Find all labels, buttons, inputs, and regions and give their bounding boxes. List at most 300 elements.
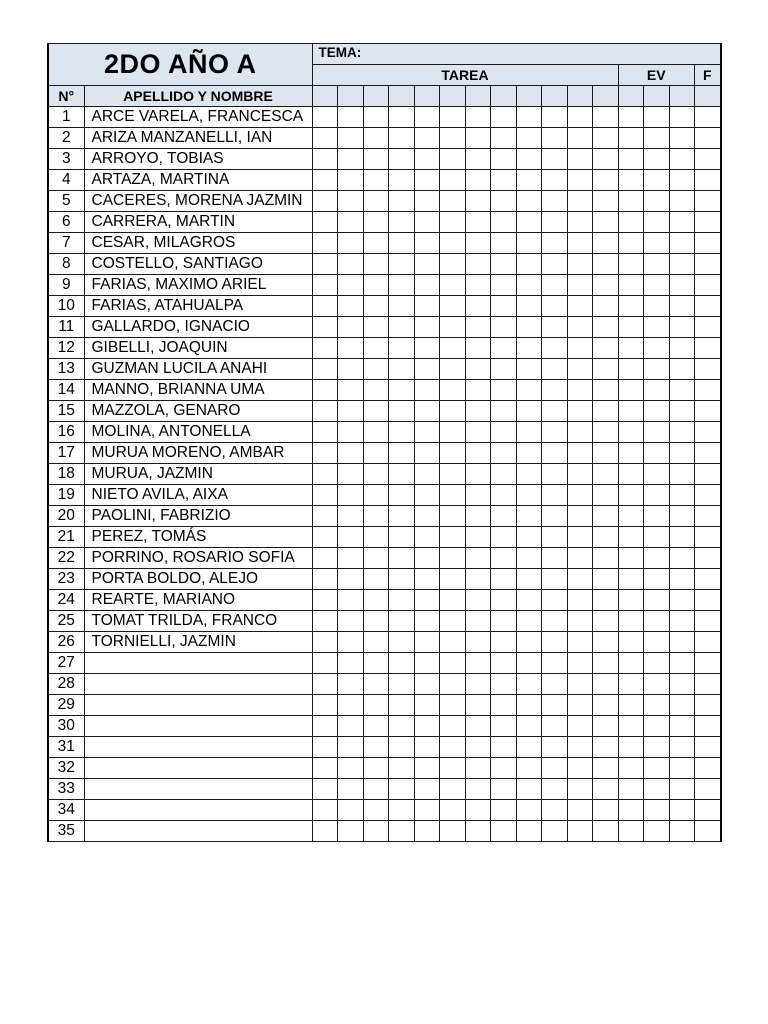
student-name[interactable]: CESAR, MILAGROS <box>84 232 312 253</box>
grade-cell[interactable] <box>363 358 389 379</box>
grade-cell[interactable] <box>491 274 517 295</box>
grade-cell[interactable] <box>618 421 644 442</box>
grade-cell[interactable] <box>465 379 491 400</box>
grade-cell[interactable] <box>491 610 517 631</box>
student-name[interactable]: PORRINO, ROSARIO SOFIA <box>84 547 312 568</box>
grade-cell[interactable] <box>542 190 568 211</box>
grade-cell[interactable] <box>669 127 695 148</box>
grade-cell[interactable] <box>669 547 695 568</box>
grade-cell[interactable] <box>338 295 364 316</box>
grade-cell[interactable] <box>644 505 670 526</box>
grade-cell[interactable] <box>567 358 593 379</box>
grade-cell[interactable] <box>389 106 415 127</box>
grade-cell[interactable] <box>414 316 440 337</box>
grade-cell[interactable] <box>363 484 389 505</box>
grade-cell[interactable] <box>414 484 440 505</box>
grade-cell[interactable] <box>593 232 619 253</box>
grade-cell[interactable] <box>593 505 619 526</box>
grade-cell[interactable] <box>593 820 619 841</box>
grade-cell[interactable] <box>389 484 415 505</box>
grade-cell[interactable] <box>542 316 568 337</box>
grade-cell[interactable] <box>516 253 542 274</box>
grade-cell[interactable] <box>363 316 389 337</box>
grade-cell[interactable] <box>440 211 466 232</box>
grade-cell[interactable] <box>567 568 593 589</box>
grade-cell[interactable] <box>695 442 721 463</box>
grade-cell[interactable] <box>695 547 721 568</box>
grade-cell[interactable] <box>465 799 491 820</box>
student-name[interactable]: NIETO AVILA, AIXA <box>84 484 312 505</box>
grade-cell[interactable] <box>542 547 568 568</box>
grade-cell[interactable] <box>644 379 670 400</box>
grade-cell[interactable] <box>389 211 415 232</box>
grade-cell[interactable] <box>618 610 644 631</box>
grade-cell[interactable] <box>542 589 568 610</box>
grade-cell[interactable] <box>389 631 415 652</box>
student-name[interactable]: FARIAS, ATAHUALPA <box>84 295 312 316</box>
grade-cell[interactable] <box>363 337 389 358</box>
grade-cell[interactable] <box>338 316 364 337</box>
grade-cell[interactable] <box>465 820 491 841</box>
grade-cell[interactable] <box>363 505 389 526</box>
grade-cell[interactable] <box>567 379 593 400</box>
grade-cell[interactable] <box>389 820 415 841</box>
grade-cell[interactable] <box>644 673 670 694</box>
grade-cell[interactable] <box>389 673 415 694</box>
grade-cell[interactable] <box>695 589 721 610</box>
grade-cell[interactable] <box>338 778 364 799</box>
grade-cell[interactable] <box>516 442 542 463</box>
grade-cell[interactable] <box>516 631 542 652</box>
grade-cell[interactable] <box>465 442 491 463</box>
grade-cell[interactable] <box>593 715 619 736</box>
student-name[interactable] <box>84 778 312 799</box>
tema-label[interactable]: TEMA: <box>312 44 721 65</box>
grade-cell[interactable] <box>414 568 440 589</box>
grade-cell[interactable] <box>542 127 568 148</box>
grade-cell[interactable] <box>516 820 542 841</box>
grade-cell[interactable] <box>440 274 466 295</box>
grade-cell[interactable] <box>389 190 415 211</box>
grade-cell[interactable] <box>644 526 670 547</box>
grade-cell[interactable] <box>312 442 338 463</box>
grade-cell[interactable] <box>338 547 364 568</box>
grade-cell[interactable] <box>695 274 721 295</box>
grade-cell[interactable] <box>567 484 593 505</box>
grade-cell[interactable] <box>542 400 568 421</box>
grade-cell[interactable] <box>440 295 466 316</box>
student-name[interactable]: CACERES, MORENA JAZMIN <box>84 190 312 211</box>
grade-cell[interactable] <box>669 421 695 442</box>
grade-cell[interactable] <box>440 715 466 736</box>
grade-cell[interactable] <box>312 106 338 127</box>
grade-cell[interactable] <box>312 778 338 799</box>
grade-cell[interactable] <box>669 526 695 547</box>
grade-cell[interactable] <box>567 169 593 190</box>
grade-cell[interactable] <box>363 400 389 421</box>
grade-cell[interactable] <box>440 358 466 379</box>
grade-cell[interactable] <box>414 169 440 190</box>
grade-cell[interactable] <box>414 106 440 127</box>
grade-cell[interactable] <box>338 505 364 526</box>
grade-cell[interactable] <box>567 106 593 127</box>
grade-cell[interactable] <box>593 190 619 211</box>
grade-cell[interactable] <box>363 631 389 652</box>
grade-cell[interactable] <box>389 232 415 253</box>
grade-cell[interactable] <box>491 442 517 463</box>
grade-cell[interactable] <box>440 442 466 463</box>
grade-cell[interactable] <box>363 820 389 841</box>
grade-cell[interactable] <box>312 463 338 484</box>
grade-cell[interactable] <box>695 484 721 505</box>
grade-cell[interactable] <box>338 526 364 547</box>
grade-cell[interactable] <box>440 400 466 421</box>
grade-cell[interactable] <box>516 421 542 442</box>
grade-cell[interactable] <box>593 799 619 820</box>
grade-cell[interactable] <box>363 610 389 631</box>
grade-cell[interactable] <box>414 736 440 757</box>
grade-cell[interactable] <box>516 463 542 484</box>
grade-cell[interactable] <box>465 736 491 757</box>
grade-cell[interactable] <box>542 169 568 190</box>
grade-cell[interactable] <box>312 379 338 400</box>
grade-cell[interactable] <box>542 631 568 652</box>
grade-cell[interactable] <box>414 547 440 568</box>
grade-cell[interactable] <box>618 358 644 379</box>
grade-cell[interactable] <box>491 757 517 778</box>
grade-cell[interactable] <box>593 442 619 463</box>
student-name[interactable]: PORTA BOLDO, ALEJO <box>84 568 312 589</box>
grade-cell[interactable] <box>312 400 338 421</box>
grade-cell[interactable] <box>618 232 644 253</box>
grade-cell[interactable] <box>491 106 517 127</box>
grade-cell[interactable] <box>312 820 338 841</box>
grade-cell[interactable] <box>669 778 695 799</box>
grade-cell[interactable] <box>440 610 466 631</box>
grade-cell[interactable] <box>542 778 568 799</box>
grade-cell[interactable] <box>312 295 338 316</box>
grade-cell[interactable] <box>644 568 670 589</box>
grade-cell[interactable] <box>465 589 491 610</box>
grade-cell[interactable] <box>465 484 491 505</box>
grade-cell[interactable] <box>491 421 517 442</box>
grade-cell[interactable] <box>312 127 338 148</box>
grade-cell[interactable] <box>440 316 466 337</box>
grade-cell[interactable] <box>465 337 491 358</box>
grade-cell[interactable] <box>669 652 695 673</box>
grade-cell[interactable] <box>389 652 415 673</box>
grade-cell[interactable] <box>338 589 364 610</box>
student-name[interactable] <box>84 757 312 778</box>
grade-cell[interactable] <box>593 547 619 568</box>
student-name[interactable] <box>84 736 312 757</box>
grade-cell[interactable] <box>312 316 338 337</box>
grade-cell[interactable] <box>440 484 466 505</box>
grade-cell[interactable] <box>440 631 466 652</box>
grade-cell[interactable] <box>618 148 644 169</box>
grade-cell[interactable] <box>414 232 440 253</box>
grade-cell[interactable] <box>542 232 568 253</box>
grade-cell[interactable] <box>338 715 364 736</box>
grade-cell[interactable] <box>618 757 644 778</box>
grade-cell[interactable] <box>414 631 440 652</box>
grade-cell[interactable] <box>414 337 440 358</box>
grade-cell[interactable] <box>618 799 644 820</box>
grade-cell[interactable] <box>593 169 619 190</box>
grade-cell[interactable] <box>618 631 644 652</box>
grade-cell[interactable] <box>491 211 517 232</box>
grade-cell[interactable] <box>414 421 440 442</box>
grade-cell[interactable] <box>567 274 593 295</box>
grade-cell[interactable] <box>363 694 389 715</box>
grade-cell[interactable] <box>363 526 389 547</box>
student-name[interactable]: COSTELLO, SANTIAGO <box>84 253 312 274</box>
grade-cell[interactable] <box>542 337 568 358</box>
grade-cell[interactable] <box>567 442 593 463</box>
grade-cell[interactable] <box>669 211 695 232</box>
grade-cell[interactable] <box>593 568 619 589</box>
grade-cell[interactable] <box>644 736 670 757</box>
grade-cell[interactable] <box>542 820 568 841</box>
grade-cell[interactable] <box>593 694 619 715</box>
grade-cell[interactable] <box>567 463 593 484</box>
grade-cell[interactable] <box>414 526 440 547</box>
grade-cell[interactable] <box>312 274 338 295</box>
student-name[interactable]: GUZMAN LUCILA ANAHI <box>84 358 312 379</box>
grade-cell[interactable] <box>618 400 644 421</box>
grade-cell[interactable] <box>440 526 466 547</box>
grade-cell[interactable] <box>567 211 593 232</box>
grade-cell[interactable] <box>312 610 338 631</box>
grade-cell[interactable] <box>644 799 670 820</box>
grade-cell[interactable] <box>695 631 721 652</box>
grade-cell[interactable] <box>516 337 542 358</box>
grade-cell[interactable] <box>516 589 542 610</box>
grade-cell[interactable] <box>414 694 440 715</box>
grade-cell[interactable] <box>593 421 619 442</box>
grade-cell[interactable] <box>618 211 644 232</box>
grade-cell[interactable] <box>363 652 389 673</box>
grade-cell[interactable] <box>440 673 466 694</box>
grade-cell[interactable] <box>363 274 389 295</box>
grade-cell[interactable] <box>695 400 721 421</box>
grade-cell[interactable] <box>389 505 415 526</box>
grade-cell[interactable] <box>338 442 364 463</box>
grade-cell[interactable] <box>363 211 389 232</box>
grade-cell[interactable] <box>312 799 338 820</box>
grade-cell[interactable] <box>414 148 440 169</box>
grade-cell[interactable] <box>593 253 619 274</box>
grade-cell[interactable] <box>440 799 466 820</box>
grade-cell[interactable] <box>389 715 415 736</box>
grade-cell[interactable] <box>695 169 721 190</box>
grade-cell[interactable] <box>440 127 466 148</box>
grade-cell[interactable] <box>389 379 415 400</box>
grade-cell[interactable] <box>695 820 721 841</box>
grade-cell[interactable] <box>516 547 542 568</box>
grade-cell[interactable] <box>695 337 721 358</box>
grade-cell[interactable] <box>593 463 619 484</box>
grade-cell[interactable] <box>414 673 440 694</box>
grade-cell[interactable] <box>669 736 695 757</box>
grade-cell[interactable] <box>338 736 364 757</box>
grade-cell[interactable] <box>389 568 415 589</box>
grade-cell[interactable] <box>542 652 568 673</box>
grade-cell[interactable] <box>389 169 415 190</box>
grade-cell[interactable] <box>618 694 644 715</box>
student-name[interactable]: MURUA MORENO, AMBAR <box>84 442 312 463</box>
grade-cell[interactable] <box>491 652 517 673</box>
grade-cell[interactable] <box>695 106 721 127</box>
grade-cell[interactable] <box>567 505 593 526</box>
grade-cell[interactable] <box>618 589 644 610</box>
grade-cell[interactable] <box>312 547 338 568</box>
grade-cell[interactable] <box>516 379 542 400</box>
grade-cell[interactable] <box>440 568 466 589</box>
grade-cell[interactable] <box>440 106 466 127</box>
grade-cell[interactable] <box>465 694 491 715</box>
grade-cell[interactable] <box>567 652 593 673</box>
grade-cell[interactable] <box>593 736 619 757</box>
grade-cell[interactable] <box>389 547 415 568</box>
grade-cell[interactable] <box>338 568 364 589</box>
student-name[interactable]: ARTAZA, MARTINA <box>84 169 312 190</box>
grade-cell[interactable] <box>669 463 695 484</box>
grade-cell[interactable] <box>644 148 670 169</box>
grade-cell[interactable] <box>414 379 440 400</box>
grade-cell[interactable] <box>567 589 593 610</box>
grade-cell[interactable] <box>593 358 619 379</box>
grade-cell[interactable] <box>542 463 568 484</box>
grade-cell[interactable] <box>440 736 466 757</box>
grade-cell[interactable] <box>542 673 568 694</box>
grade-cell[interactable] <box>644 295 670 316</box>
grade-cell[interactable] <box>414 652 440 673</box>
grade-cell[interactable] <box>695 652 721 673</box>
grade-cell[interactable] <box>414 715 440 736</box>
grade-cell[interactable] <box>414 757 440 778</box>
student-name[interactable]: MURUA, JAZMIN <box>84 463 312 484</box>
grade-cell[interactable] <box>440 379 466 400</box>
grade-cell[interactable] <box>567 190 593 211</box>
grade-cell[interactable] <box>567 631 593 652</box>
grade-cell[interactable] <box>414 463 440 484</box>
grade-cell[interactable] <box>312 757 338 778</box>
grade-cell[interactable] <box>516 400 542 421</box>
grade-cell[interactable] <box>618 547 644 568</box>
grade-cell[interactable] <box>644 211 670 232</box>
grade-cell[interactable] <box>567 673 593 694</box>
grade-cell[interactable] <box>491 337 517 358</box>
grade-cell[interactable] <box>618 568 644 589</box>
grade-cell[interactable] <box>618 715 644 736</box>
grade-cell[interactable] <box>312 253 338 274</box>
student-name[interactable]: PAOLINI, FABRIZIO <box>84 505 312 526</box>
grade-cell[interactable] <box>516 106 542 127</box>
grade-cell[interactable] <box>516 316 542 337</box>
grade-cell[interactable] <box>695 316 721 337</box>
grade-cell[interactable] <box>669 358 695 379</box>
grade-cell[interactable] <box>695 799 721 820</box>
grade-cell[interactable] <box>465 190 491 211</box>
grade-cell[interactable] <box>389 526 415 547</box>
grade-cell[interactable] <box>516 757 542 778</box>
grade-cell[interactable] <box>644 652 670 673</box>
grade-cell[interactable] <box>669 631 695 652</box>
grade-cell[interactable] <box>567 400 593 421</box>
grade-cell[interactable] <box>338 337 364 358</box>
grade-cell[interactable] <box>516 148 542 169</box>
grade-cell[interactable] <box>669 589 695 610</box>
grade-cell[interactable] <box>567 232 593 253</box>
grade-cell[interactable] <box>644 106 670 127</box>
grade-cell[interactable] <box>593 400 619 421</box>
grade-cell[interactable] <box>389 799 415 820</box>
grade-cell[interactable] <box>389 463 415 484</box>
grade-cell[interactable] <box>491 694 517 715</box>
grade-cell[interactable] <box>618 127 644 148</box>
grade-cell[interactable] <box>491 820 517 841</box>
grade-cell[interactable] <box>465 232 491 253</box>
grade-cell[interactable] <box>363 253 389 274</box>
grade-cell[interactable] <box>491 799 517 820</box>
grade-cell[interactable] <box>567 778 593 799</box>
grade-cell[interactable] <box>542 253 568 274</box>
grade-cell[interactable] <box>644 610 670 631</box>
grade-cell[interactable] <box>567 610 593 631</box>
grade-cell[interactable] <box>312 169 338 190</box>
grade-cell[interactable] <box>644 694 670 715</box>
grade-cell[interactable] <box>389 253 415 274</box>
grade-cell[interactable] <box>567 421 593 442</box>
grade-cell[interactable] <box>695 673 721 694</box>
grade-cell[interactable] <box>695 295 721 316</box>
student-name[interactable]: REARTE, MARIANO <box>84 589 312 610</box>
grade-cell[interactable] <box>542 358 568 379</box>
grade-cell[interactable] <box>669 190 695 211</box>
grade-cell[interactable] <box>491 547 517 568</box>
grade-cell[interactable] <box>516 232 542 253</box>
grade-cell[interactable] <box>669 673 695 694</box>
grade-cell[interactable] <box>363 736 389 757</box>
grade-cell[interactable] <box>516 274 542 295</box>
grade-cell[interactable] <box>644 232 670 253</box>
grade-cell[interactable] <box>465 631 491 652</box>
grade-cell[interactable] <box>542 295 568 316</box>
grade-cell[interactable] <box>593 778 619 799</box>
grade-cell[interactable] <box>516 169 542 190</box>
grade-cell[interactable] <box>389 694 415 715</box>
grade-cell[interactable] <box>491 379 517 400</box>
grade-cell[interactable] <box>491 127 517 148</box>
grade-cell[interactable] <box>644 253 670 274</box>
grade-cell[interactable] <box>440 589 466 610</box>
grade-cell[interactable] <box>491 148 517 169</box>
grade-cell[interactable] <box>414 442 440 463</box>
student-name[interactable] <box>84 673 312 694</box>
grade-cell[interactable] <box>465 295 491 316</box>
grade-cell[interactable] <box>695 148 721 169</box>
grade-cell[interactable] <box>491 232 517 253</box>
grade-cell[interactable] <box>491 190 517 211</box>
grade-cell[interactable] <box>465 505 491 526</box>
grade-cell[interactable] <box>491 631 517 652</box>
grade-cell[interactable] <box>491 715 517 736</box>
grade-cell[interactable] <box>644 337 670 358</box>
grade-cell[interactable] <box>695 232 721 253</box>
grade-cell[interactable] <box>389 778 415 799</box>
grade-cell[interactable] <box>440 421 466 442</box>
